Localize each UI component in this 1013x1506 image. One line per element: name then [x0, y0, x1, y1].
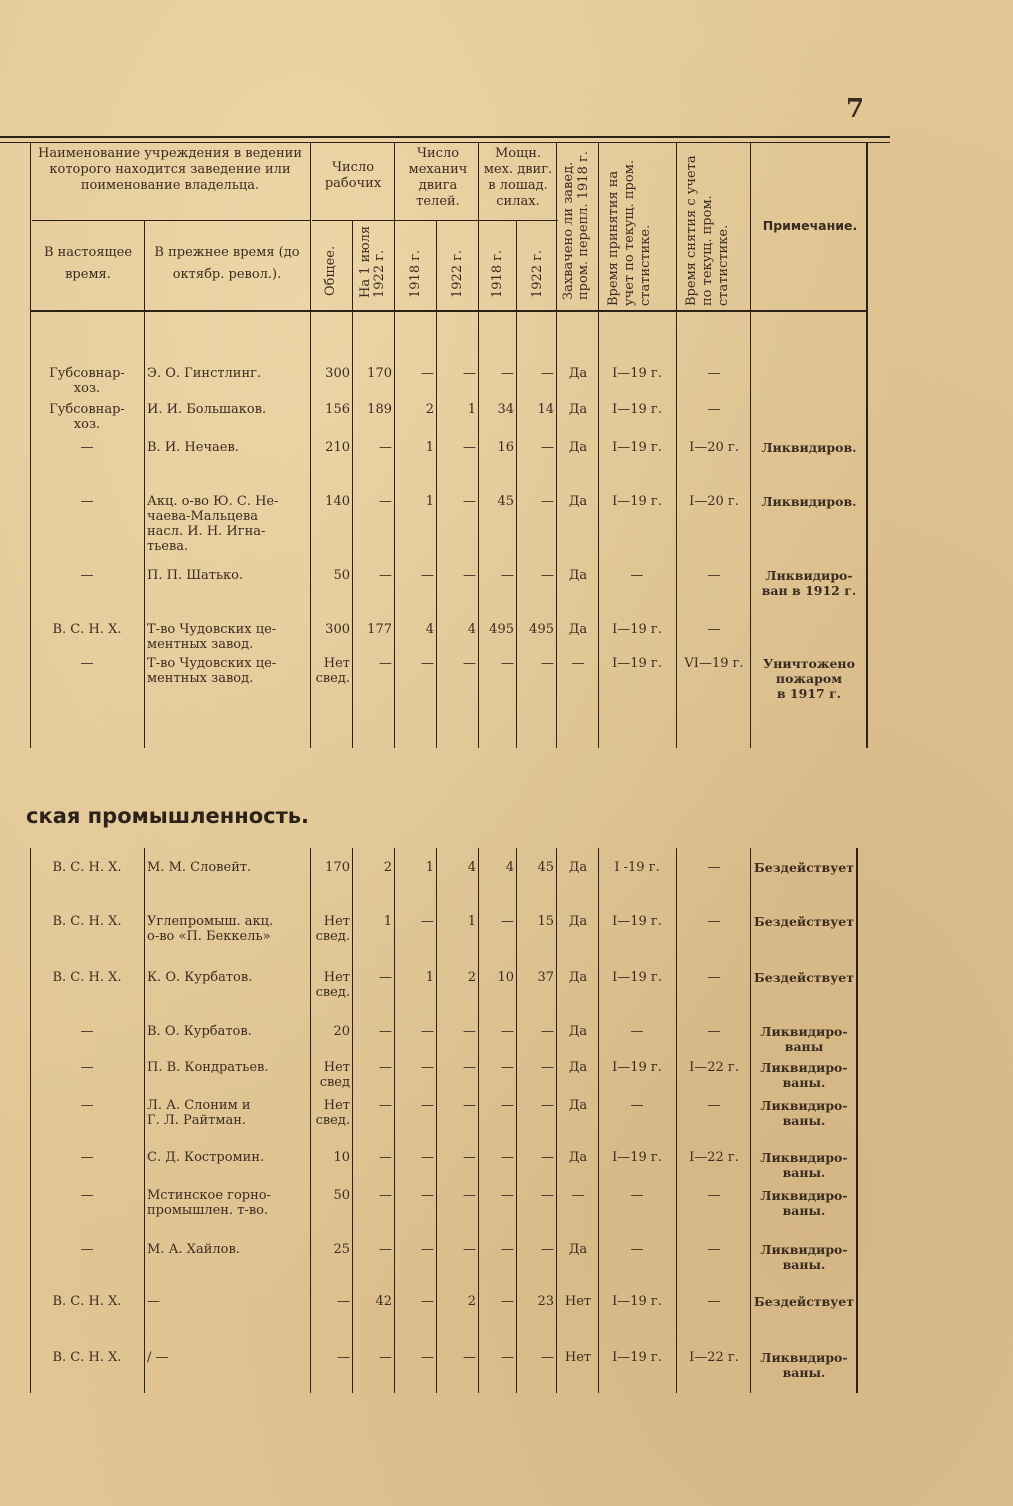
- table-cell-seized: Да: [568, 366, 588, 381]
- table-cell-removed: —: [707, 622, 721, 637]
- table-cell-removed: —: [707, 914, 721, 929]
- table-cell-remark: Ликвидиро- ваны.: [760, 1242, 848, 1272]
- header-bottom-rule: [30, 310, 866, 312]
- col-line: [30, 143, 31, 748]
- table-cell-m1922: —: [463, 1060, 476, 1075]
- table-cell-m1918: 1: [425, 970, 434, 985]
- table-cell-m1922: —: [463, 1150, 476, 1165]
- table-cell-remark: Ликвидиров.: [761, 494, 857, 509]
- table-cell-total: Нет свед.: [315, 970, 350, 1000]
- table-cell-before: П. В. Кондратьев.: [147, 1060, 269, 1075]
- table-cell-before: И. И. Большаков.: [147, 402, 267, 417]
- table-cell-removed: —: [707, 860, 721, 875]
- table-cell-seized: Нет: [564, 1294, 592, 1309]
- col-line: [598, 143, 599, 748]
- header-power: Мощн. мех. двиг. в лошад. силах.: [483, 146, 553, 209]
- table-cell-accepted: —: [630, 1024, 644, 1039]
- table-cell-j1922: —: [379, 970, 392, 985]
- table-cell-accepted: —: [630, 1188, 644, 1203]
- table-cell-now: —: [80, 1060, 94, 1075]
- col-line: [310, 848, 311, 1393]
- table-cell-now: —: [80, 568, 94, 583]
- table-cell-accepted: I—19 г.: [612, 656, 662, 671]
- table-cell-total: 140: [325, 494, 350, 509]
- table-cell-m1922: —: [463, 494, 476, 509]
- table-cell-m1922: 1: [467, 402, 476, 417]
- table-cell-j1922: 170: [367, 366, 392, 381]
- col-line: [436, 848, 437, 1393]
- table-cell-p1918: 4: [505, 860, 514, 875]
- table-cell-p1918: 16: [497, 440, 514, 455]
- table-cell-total: —: [337, 1350, 350, 1365]
- table-cell-seized: Да: [568, 568, 588, 583]
- header-power-1918: 1918 г.: [490, 249, 505, 298]
- col-line: [516, 848, 517, 1393]
- table-cell-remark: Ликвидиро- ваны.: [760, 1060, 848, 1090]
- col-line: [856, 848, 858, 1393]
- table-cell-remark: Бездействует: [754, 914, 854, 929]
- table-cell-removed: I—22 г.: [689, 1150, 739, 1165]
- col-line: [556, 143, 557, 748]
- table-cell-total: Нет свед.: [315, 656, 350, 686]
- table-cell-total: 10: [333, 1150, 350, 1165]
- table-cell-seized: Да: [568, 1098, 588, 1113]
- table-cell-m1918: —: [421, 1294, 434, 1309]
- col-line: [676, 143, 677, 748]
- table-cell-now: Губсовнар- хоз.: [49, 366, 125, 396]
- table-cell-now: —: [80, 1024, 94, 1039]
- table-cell-p1922: —: [541, 568, 554, 583]
- table-cell-j1922: —: [379, 494, 392, 509]
- table-cell-m1918: 1: [425, 440, 434, 455]
- table-cell-j1922: —: [379, 1024, 392, 1039]
- table-cell-j1922: —: [379, 1242, 392, 1257]
- table-cell-before: К. О. Курбатов.: [147, 970, 253, 985]
- table-cell-seized: Да: [568, 402, 588, 417]
- table-cell-seized: Да: [568, 1024, 588, 1039]
- table-cell-accepted: I—19 г.: [612, 402, 662, 417]
- col-line: [516, 220, 517, 748]
- table-cell-m1922: —: [463, 1024, 476, 1039]
- table-cell-j1922: —: [379, 656, 392, 671]
- table-cell-remark: Ликвидиро- ваны.: [760, 1188, 848, 1218]
- table-cell-accepted: —: [630, 568, 644, 583]
- table-cell-accepted: I—19 г.: [612, 970, 662, 985]
- table-cell-j1922: —: [379, 1098, 392, 1113]
- table-cell-accepted: I—19 г.: [612, 1150, 662, 1165]
- table-cell-j1922: —: [379, 1188, 392, 1203]
- table-cell-seized: Да: [568, 970, 588, 985]
- header-removed: Время снятия с учета по текущ. пром. статистике.: [684, 155, 731, 306]
- table-cell-m1918: —: [421, 1098, 434, 1113]
- table-cell-m1922: 2: [467, 970, 476, 985]
- table-cell-remark: Бездействует: [754, 970, 854, 985]
- table-cell-before: Мстинское горно- промышлен. т-во.: [147, 1188, 272, 1218]
- table-cell-m1918: —: [421, 1350, 434, 1365]
- table-cell-now: —: [80, 1150, 94, 1165]
- table-cell-p1918: —: [501, 1242, 514, 1257]
- table-cell-remark: Бездействует: [754, 860, 854, 875]
- table-cell-j1922: —: [379, 1150, 392, 1165]
- table-cell-m1922: —: [463, 440, 476, 455]
- table-cell-now: В. С. Н. Х.: [52, 1350, 122, 1365]
- top-rule-2: [0, 142, 890, 143]
- table-cell-remark: Уничтожено пожаром в 1917 г.: [763, 656, 855, 701]
- table-cell-total: 210: [325, 440, 350, 455]
- col-line: [436, 220, 437, 748]
- header-engines-1918: 1918 г.: [408, 249, 423, 298]
- table-cell-remark: Ликвидиро- ван в 1912 г.: [761, 568, 857, 598]
- table-cell-total: 170: [325, 860, 350, 875]
- table-cell-seized: Да: [568, 1242, 588, 1257]
- table-cell-removed: I—20 г.: [689, 494, 739, 509]
- col-line: [750, 143, 751, 748]
- table-cell-now: В. С. Н. Х.: [52, 860, 122, 875]
- table-cell-removed: —: [707, 568, 721, 583]
- table-cell-before: Т-во Чудовских це- ментных завод.: [147, 622, 277, 652]
- header-engines-1922: 1922 г.: [450, 249, 465, 298]
- table-cell-j1922: 42: [375, 1294, 392, 1309]
- table-cell-seized: —: [571, 1188, 585, 1203]
- section-title: ская промышленность.: [26, 804, 310, 828]
- table-cell-p1918: —: [501, 1294, 514, 1309]
- table-cell-accepted: I—19 г.: [612, 494, 662, 509]
- table-cell-j1922: —: [379, 568, 392, 583]
- col-line: [144, 848, 145, 1393]
- table-cell-p1918: 495: [489, 622, 514, 637]
- table-cell-now: В. С. Н. Х.: [52, 1294, 122, 1309]
- table-cell-j1922: —: [379, 1060, 392, 1075]
- table-cell-before: М. М. Словейт.: [147, 860, 252, 875]
- table-cell-now: —: [80, 440, 94, 455]
- col-line: [478, 143, 479, 748]
- table-cell-m1922: 2: [467, 1294, 476, 1309]
- col-line: [310, 143, 311, 748]
- table-cell-p1918: —: [501, 568, 514, 583]
- table-cell-now: В. С. Н. Х.: [52, 970, 122, 985]
- table-cell-remark: Ликвидиро- ваны.: [760, 1150, 848, 1180]
- table-cell-p1922: —: [541, 494, 554, 509]
- table-cell-remark: Ликвидиров.: [761, 440, 857, 455]
- table-cell-j1922: 1: [383, 914, 392, 929]
- col-line: [598, 848, 599, 1393]
- table-cell-p1918: —: [501, 1150, 514, 1165]
- header-power-1922: 1922 г.: [530, 249, 545, 298]
- table-cell-p1922: —: [541, 1188, 554, 1203]
- col-line: [394, 848, 395, 1393]
- table-cell-m1922: —: [463, 656, 476, 671]
- table-cell-seized: Да: [568, 494, 588, 509]
- table-cell-before: В. И. Нечаев.: [147, 440, 239, 455]
- header-before: В прежнее время (до октябр. револ.).: [154, 245, 300, 282]
- table-cell-removed: I—22 г.: [689, 1350, 739, 1365]
- table-cell-now: В. С. Н. Х.: [52, 622, 122, 637]
- table-cell-m1918: —: [421, 1242, 434, 1257]
- table-cell-m1918: —: [421, 656, 434, 671]
- table-cell-p1922: —: [541, 1060, 554, 1075]
- header-workers-1922: На 1 июля 1922 г.: [358, 225, 387, 298]
- table-cell-seized: Да: [568, 622, 588, 637]
- table-cell-j1922: 189: [367, 402, 392, 417]
- table-cell-total: 25: [333, 1242, 350, 1257]
- table-cell-m1918: —: [421, 1188, 434, 1203]
- table-cell-seized: Да: [568, 860, 588, 875]
- col-line: [556, 848, 557, 1393]
- table-cell-accepted: I—19 г.: [612, 1294, 662, 1309]
- table-cell-seized: Да: [568, 1150, 588, 1165]
- table-cell-accepted: —: [630, 1098, 644, 1113]
- table-cell-removed: —: [707, 366, 721, 381]
- table-cell-p1918: —: [501, 1098, 514, 1113]
- table-cell-seized: Нет: [564, 1350, 592, 1365]
- table-cell-p1922: 15: [537, 914, 554, 929]
- table-cell-before: —: [147, 1294, 160, 1309]
- header-divider: [32, 220, 310, 221]
- header-remark: Примечание.: [762, 218, 858, 233]
- table-cell-seized: Да: [568, 1060, 588, 1075]
- table-cell-total: 20: [333, 1024, 350, 1039]
- col-line: [144, 220, 145, 748]
- table-cell-p1918: —: [501, 1188, 514, 1203]
- table-cell-remark: Ликвидиро- ваны.: [760, 1350, 848, 1380]
- table-cell-now: В. С. Н. Х.: [52, 914, 122, 929]
- table-cell-p1922: —: [541, 1350, 554, 1365]
- table-cell-p1918: —: [501, 656, 514, 671]
- table-cell-m1922: —: [463, 1098, 476, 1113]
- header-engines: Число механич двига телей.: [408, 146, 468, 209]
- table-cell-m1922: —: [463, 1188, 476, 1203]
- table-cell-seized: Да: [568, 914, 588, 929]
- table-cell-j1922: —: [379, 440, 392, 455]
- col-line: [352, 220, 353, 748]
- table-cell-before: / —: [147, 1350, 169, 1365]
- table-cell-accepted: I—19 г.: [612, 366, 662, 381]
- table-cell-remark: Ликвидиро- ваны.: [760, 1098, 848, 1128]
- table-cell-total: Нет свед: [319, 1060, 350, 1090]
- table-cell-p1922: 45: [537, 860, 554, 875]
- table-cell-p1918: 45: [497, 494, 514, 509]
- table-cell-removed: —: [707, 1294, 721, 1309]
- table-cell-m1918: —: [421, 1150, 434, 1165]
- table-cell-total: 300: [325, 622, 350, 637]
- table-cell-removed: —: [707, 402, 721, 417]
- table-cell-m1918: 2: [425, 402, 434, 417]
- table-cell-m1922: —: [463, 568, 476, 583]
- col-line: [30, 848, 31, 1393]
- table-cell-remark: Ликвидиро- ваны: [760, 1024, 848, 1054]
- table-cell-p1918: 10: [497, 970, 514, 985]
- table-cell-removed: I—22 г.: [689, 1060, 739, 1075]
- table-cell-p1918: —: [501, 366, 514, 381]
- col-line: [750, 848, 751, 1393]
- table-cell-removed: —: [707, 970, 721, 985]
- table-cell-removed: I—20 г.: [689, 440, 739, 455]
- table-cell-total: 50: [333, 568, 350, 583]
- table-cell-p1922: 23: [537, 1294, 554, 1309]
- table-cell-removed: —: [707, 1024, 721, 1039]
- table-cell-removed: —: [707, 1098, 721, 1113]
- table-cell-total: 50: [333, 1188, 350, 1203]
- table-cell-m1918: —: [421, 568, 434, 583]
- table-cell-before: С. Д. Костромин.: [147, 1150, 265, 1165]
- table-cell-m1918: 1: [425, 494, 434, 509]
- col-line: [352, 848, 353, 1393]
- table-cell-p1922: —: [541, 1024, 554, 1039]
- table-cell-accepted: I—19 г.: [612, 440, 662, 455]
- table-cell-p1918: —: [501, 1060, 514, 1075]
- col-line: [394, 143, 395, 748]
- table-cell-accepted: I—19 г.: [612, 1350, 662, 1365]
- table-cell-p1918: —: [501, 1350, 514, 1365]
- table-cell-m1922: 4: [467, 622, 476, 637]
- table-cell-before: Л. А. Слоним и Г. Л. Райтман.: [147, 1098, 251, 1128]
- table-cell-m1918: —: [421, 1060, 434, 1075]
- col-line: [866, 143, 868, 748]
- header-workers-total: Общее.: [323, 245, 338, 296]
- header-institution: Наименование учреждения в ведении которого находится заведение или поименование владельца.: [37, 146, 302, 193]
- table-cell-before: Углепромыш. акц. о-во «П. Беккель»: [147, 914, 274, 944]
- table-cell-now: —: [80, 1188, 94, 1203]
- table-cell-p1922: 37: [537, 970, 554, 985]
- table-cell-seized: —: [571, 656, 585, 671]
- table-cell-accepted: I—19 г.: [612, 622, 662, 637]
- table-cell-removed: —: [707, 1242, 721, 1257]
- table-cell-m1922: —: [463, 1242, 476, 1257]
- table-cell-m1922: —: [463, 366, 476, 381]
- table-cell-accepted: I—19 г.: [612, 914, 662, 929]
- table-cell-p1922: —: [541, 656, 554, 671]
- table-cell-m1922: 4: [467, 860, 476, 875]
- table-cell-now: —: [80, 494, 94, 509]
- table-cell-p1918: —: [501, 914, 514, 929]
- page-number: 7: [846, 94, 865, 124]
- table-cell-p1922: —: [541, 366, 554, 381]
- table-cell-m1918: —: [421, 366, 434, 381]
- table-cell-removed: —: [707, 1188, 721, 1203]
- table-cell-total: 156: [325, 402, 350, 417]
- table-cell-now: —: [80, 656, 94, 671]
- top-rule: [0, 136, 890, 138]
- table-cell-now: —: [80, 1242, 94, 1257]
- table-cell-p1922: —: [541, 440, 554, 455]
- table-cell-m1922: —: [463, 1350, 476, 1365]
- table-cell-p1922: —: [541, 1242, 554, 1257]
- table-cell-before: П. П. Шатько.: [147, 568, 244, 583]
- table-cell-accepted: I -19 г.: [614, 860, 660, 875]
- col-line: [676, 848, 677, 1393]
- table-cell-before: М. А. Хайлов.: [147, 1242, 240, 1257]
- table-cell-seized: Да: [568, 440, 588, 455]
- header-workers: Число рабочих: [324, 160, 382, 191]
- col-line: [478, 848, 479, 1393]
- table-cell-before: В. О. Курбатов.: [147, 1024, 252, 1039]
- table-cell-now: Губсовнар- хоз.: [49, 402, 125, 432]
- table-cell-total: —: [337, 1294, 350, 1309]
- table-cell-accepted: —: [630, 1242, 644, 1257]
- table-cell-j1922: —: [379, 1350, 392, 1365]
- table-cell-j1922: 2: [383, 860, 392, 875]
- table-cell-p1922: —: [541, 1098, 554, 1113]
- table-cell-m1918: 4: [425, 622, 434, 637]
- table-cell-j1922: 177: [367, 622, 392, 637]
- header-now: В настоящее время.: [43, 245, 133, 282]
- table-cell-m1918: —: [421, 1024, 434, 1039]
- table-cell-m1918: 1: [425, 860, 434, 875]
- table-cell-removed: VI—19 г.: [684, 656, 744, 671]
- table-cell-p1918: —: [501, 1024, 514, 1039]
- table-cell-p1922: —: [541, 1150, 554, 1165]
- header-accepted: Время принятия на учет по текущ. пром. статистике.: [606, 160, 653, 306]
- table-cell-now: —: [80, 1098, 94, 1113]
- table-cell-before: Т-во Чудовских це- ментных завод.: [147, 656, 277, 686]
- table-cell-m1918: —: [421, 914, 434, 929]
- table-cell-before: Акц. о-во Ю. С. Не- чаева-Мальцева насл. И. Н. Игна- тьева.: [147, 494, 279, 554]
- table-cell-total: Нет свед.: [315, 1098, 350, 1128]
- table-cell-accepted: I—19 г.: [612, 1060, 662, 1075]
- header-seized: Захвачено ли завед. пром. перепл. 1918 г.: [561, 151, 591, 300]
- table-cell-p1922: 495: [529, 622, 554, 637]
- table-cell-p1922: 14: [537, 402, 554, 417]
- table-cell-total: Нет свед.: [315, 914, 350, 944]
- header-sub-divider: [312, 220, 558, 221]
- table-cell-total: 300: [325, 366, 350, 381]
- table-cell-m1922: 1: [467, 914, 476, 929]
- table-cell-before: Э. О. Гинстлинг.: [147, 366, 262, 381]
- table-cell-p1918: 34: [497, 402, 514, 417]
- table-cell-remark: Бездействует: [754, 1294, 854, 1309]
